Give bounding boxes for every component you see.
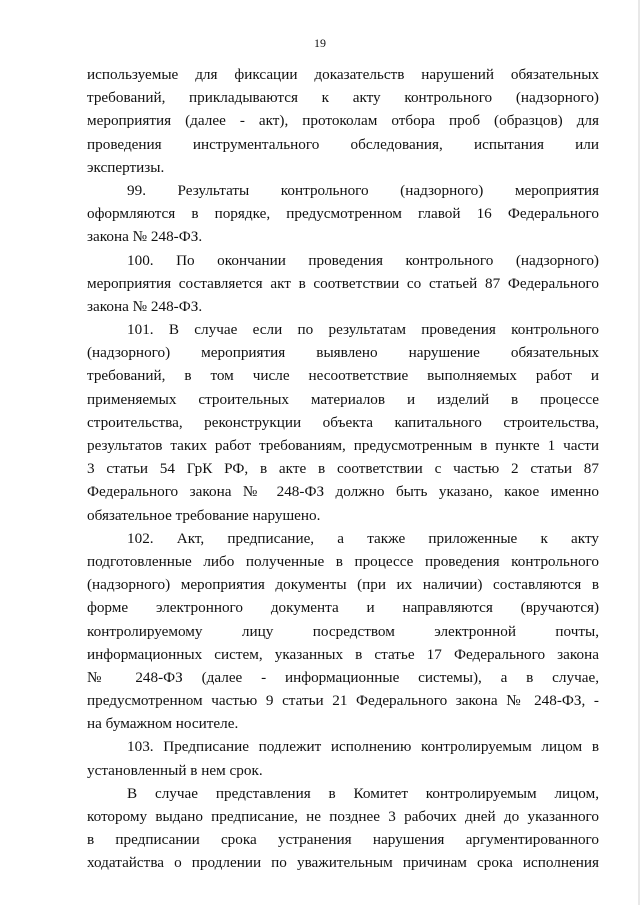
- text-line: оформляются в порядке, предусмотренном главой 16 Федерального: [87, 205, 599, 223]
- text-line: мероприятия (далее - акт), протоколам отбора проб (образцов) для: [87, 112, 599, 130]
- paragraph-p-102: [87, 527, 599, 736]
- paragraph-p-99: [87, 179, 599, 249]
- paragraph-p-100: [87, 249, 599, 319]
- text-line: контролируемому лицу посредством электронной почты,: [87, 622, 599, 640]
- text-line: закона № 248-ФЗ.: [87, 228, 203, 246]
- text-line: 101. В случае если по результатам проведения контрольного: [127, 321, 599, 339]
- text-line: 99. Результаты контрольного (надзорного) мероприятия: [127, 181, 599, 199]
- paragraph-p-103: [87, 735, 599, 781]
- text-line: строительства, реконструкции объекта капитального строительства,: [87, 413, 599, 431]
- text-line: подготовленные либо полученные в процессе проведения контрольного: [87, 552, 599, 570]
- text-line: закона № 248-ФЗ.: [87, 297, 203, 315]
- text-line: Федерального закона № 248-ФЗ должно быть указано, какое именно: [87, 483, 599, 501]
- paragraph-p-101: [87, 318, 599, 527]
- text-line: предусмотренном частью 9 статьи 21 Федерального закона № 248-ФЗ, -: [87, 692, 599, 710]
- document-body: [87, 63, 599, 875]
- text-line: на бумажном носителе.: [87, 715, 239, 733]
- text-line: 100. По окончании проведения контрольного (надзорного): [127, 251, 599, 269]
- page-number: 19: [314, 36, 326, 50]
- text-line: используемые для фиксации доказательств нарушений обязательных: [87, 66, 599, 83]
- text-line: ходатайства о продлении по уважительным причинам срока исполнения: [87, 854, 599, 872]
- paragraph-p-cont: [87, 63, 599, 179]
- text-line: требований, в том числе несоответствие выполняемых работ и: [87, 367, 599, 385]
- text-line: форме электронного документа и направляются (вручаются): [87, 599, 599, 617]
- text-line: применяемых строительных материалов и изделий в процессе: [87, 390, 599, 408]
- text-line: в предписании срока устранения нарушения аргументированного: [87, 831, 599, 849]
- text-line: которому выдано предписание, не позднее 3 рабочих дней до указанного: [87, 808, 599, 825]
- paragraph-p-103b: [87, 782, 599, 875]
- text-line: (надзорного) мероприятия выявлено нарушение обязательных: [87, 344, 599, 362]
- text-line: установленный в нем срок.: [87, 761, 263, 779]
- text-line: 103. Предписание подлежит исполнению контролируемым лицом в: [127, 738, 599, 756]
- text-line: обязательное требование нарушено.: [87, 506, 321, 524]
- text-line: 102. Акт, предписание, а также приложенные к акту: [127, 529, 599, 547]
- text-line: информационных систем, указанных в статье 17 Федерального закона: [87, 645, 599, 663]
- text-line: 3 статьи 54 ГрК РФ, в акте в соответствии с частью 2 статьи 87: [87, 460, 599, 478]
- text-line: экспертизы.: [87, 158, 165, 176]
- text-line: В случае представления в Комитет контролируемым лицом,: [127, 784, 599, 802]
- text-line: (надзорного) мероприятия документы (при их наличии) составляются в: [87, 576, 599, 594]
- text-line: № 248-ФЗ (далее - информационные системы), а в случае,: [87, 668, 599, 686]
- text-line: требований, прикладываются к акту контрольного (надзорного): [87, 89, 599, 107]
- text-line: проведения инструментального обследования, испытания или: [87, 135, 599, 153]
- text-line: мероприятия составляется акт в соответствии со статьей 87 Федерального: [87, 274, 599, 292]
- text-line: результатов таких работ требованиям, предусмотренным в пункте 1 части: [87, 437, 599, 454]
